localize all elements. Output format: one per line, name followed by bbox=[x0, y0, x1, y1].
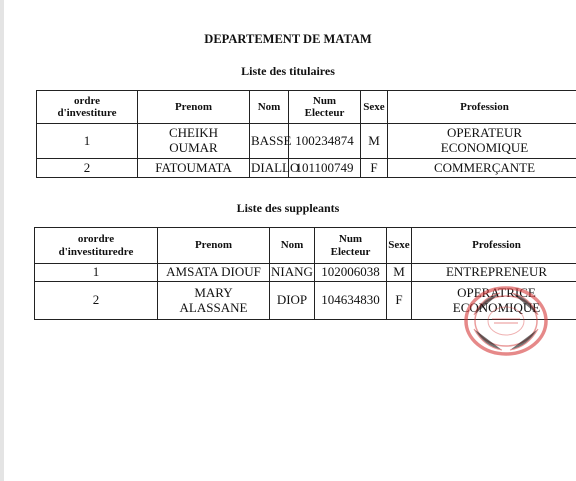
cell-sexe: F bbox=[387, 282, 412, 320]
official-stamp bbox=[462, 285, 550, 357]
cell-ordre: 1 bbox=[37, 124, 138, 159]
cell-num-electeur: 102006038 bbox=[315, 264, 387, 282]
cell-prenom: FATOUMATA bbox=[138, 159, 250, 178]
cell-num-electeur: 104634830 bbox=[315, 282, 387, 320]
cell-profession: OPERATEUR ECONOMIQUE bbox=[388, 124, 576, 159]
table-row bbox=[37, 159, 576, 178]
cell-profession: OPERATRICE ECONOMIQUE bbox=[412, 282, 576, 320]
titulaires-title: Liste des titulaires bbox=[241, 64, 335, 78]
table-row bbox=[35, 264, 576, 282]
header-prenom: Prenom bbox=[158, 228, 270, 264]
header-profession: Profession bbox=[412, 228, 576, 264]
cell-num-electeur: 101100749 bbox=[289, 159, 361, 178]
cell-nom: DIALLO bbox=[250, 159, 289, 178]
cell-nom: NIANG bbox=[270, 264, 315, 282]
cell-ordre: 2 bbox=[35, 282, 158, 320]
titulaires-table bbox=[36, 90, 576, 178]
cell-ordre: 1 bbox=[35, 264, 158, 282]
cell-sexe: F bbox=[361, 159, 388, 178]
cell-nom: BASSE bbox=[250, 124, 289, 159]
header-nom: Nom bbox=[270, 228, 315, 264]
stamp-text-marks bbox=[474, 293, 538, 350]
cell-sexe: M bbox=[387, 264, 412, 282]
header-nom: Nom bbox=[250, 91, 289, 124]
header-sexe: Sexe bbox=[387, 228, 412, 264]
cell-num-electeur: 100234874 bbox=[289, 124, 361, 159]
header-ordre: ordre d'investiture bbox=[37, 91, 138, 124]
header-prenom: Prenom bbox=[138, 91, 250, 124]
cell-sexe: M bbox=[361, 124, 388, 159]
header-num-electeur: Num Electeur bbox=[289, 91, 361, 124]
cell-profession: COMMERÇANTE bbox=[388, 159, 576, 178]
cell-profession: ENTREPRENEUR bbox=[412, 264, 576, 282]
cell-prenom: MARY ALASSANE bbox=[158, 282, 270, 320]
cell-ordre: 2 bbox=[37, 159, 138, 178]
cell-nom: DIOP bbox=[270, 282, 315, 320]
header-ordre: orordre d'investituredre bbox=[35, 228, 158, 264]
header-profession: Profession bbox=[388, 91, 576, 124]
suppleants-title: Liste des suppleants bbox=[236, 201, 340, 215]
table-header-row bbox=[37, 91, 576, 124]
department-title: DEPARTEMENT DE MATAM bbox=[204, 32, 372, 46]
table-header-row bbox=[35, 228, 576, 264]
cell-prenom: CHEIKH OUMAR bbox=[138, 124, 250, 159]
table-row bbox=[37, 124, 576, 159]
header-sexe: Sexe bbox=[361, 91, 388, 124]
cell-prenom: AMSATA DIOUF bbox=[158, 264, 270, 282]
stamp-rings bbox=[466, 288, 546, 354]
header-num-electeur: Num Electeur bbox=[315, 228, 387, 264]
